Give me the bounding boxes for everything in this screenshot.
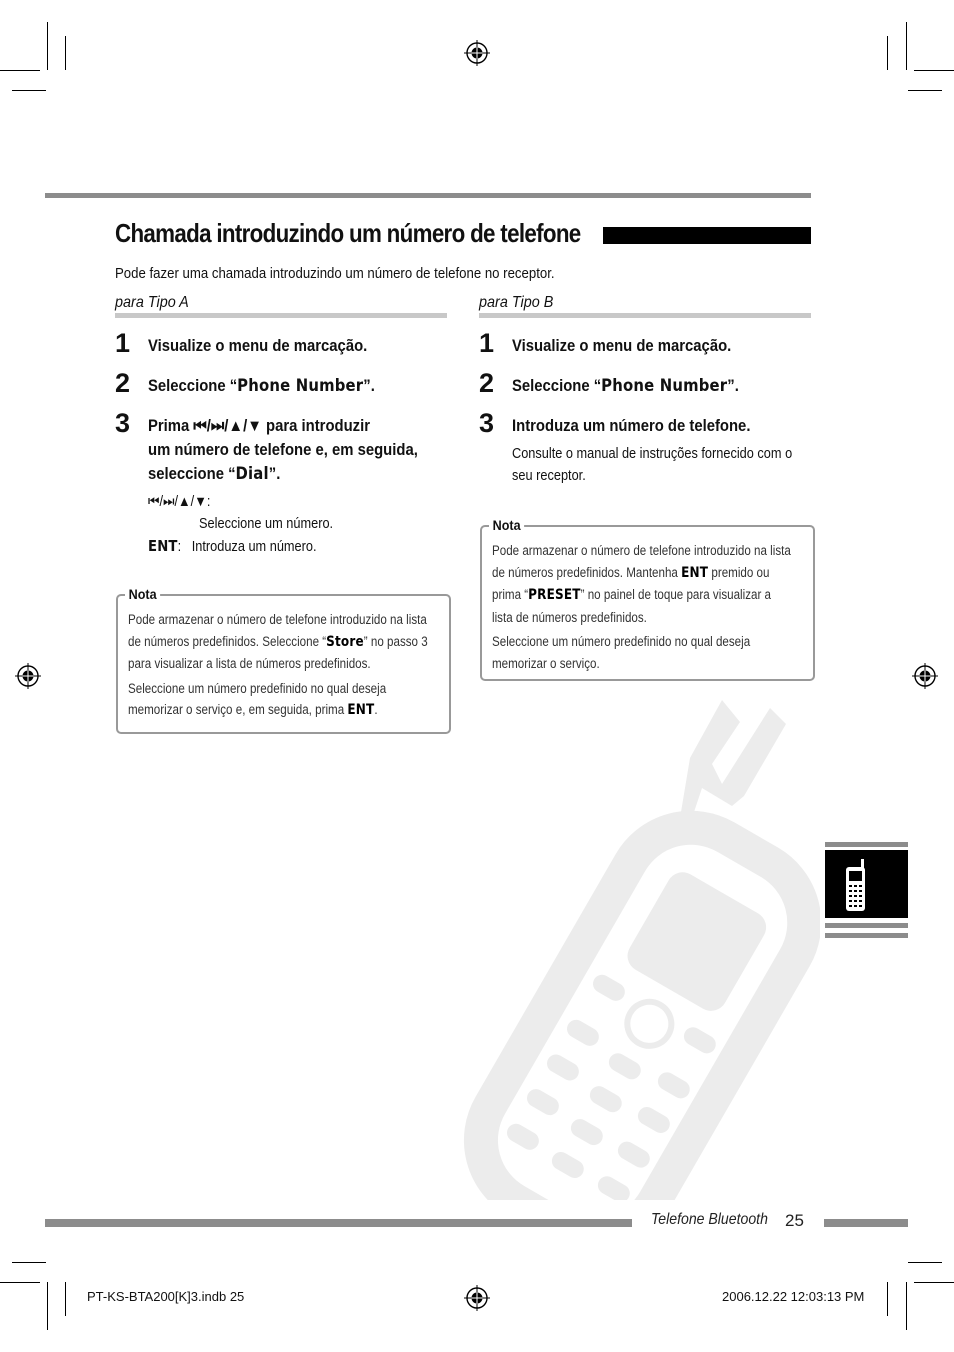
step-text: Seleccione “Phone Number”. (148, 376, 375, 395)
navigation-keys-icon: ⏮/⏭/▲/▼: (148, 494, 211, 510)
crop-mark (65, 36, 66, 70)
dial-key: Dial (235, 464, 269, 483)
crop-mark (47, 1282, 48, 1330)
step-number: 3 (479, 408, 495, 438)
step-detail: Consulte o manual de instruções fornecido com o seu receptor. (512, 446, 793, 484)
crop-mark (914, 70, 954, 71)
crop-mark (887, 1282, 888, 1316)
crop-mark (0, 1282, 40, 1283)
registration-mark-icon (15, 663, 41, 689)
key-list: ⏮/⏭/▲/▼: Seleccione um número. ENT: Introduza um número. (148, 491, 333, 558)
note-text: Pode armazenar o número de telefone introduzido na lista de números predefinidos. Mantenha ENT premido ou prima “PRESET” no painel de toque para visualizar a lista de números predefinidos. Seleccione um número predefinido no qual deseja memorizar o serviço. (492, 543, 791, 671)
registration-mark-icon (912, 663, 938, 689)
page-number: 25 (785, 1211, 804, 1230)
column-b-rule (479, 313, 811, 318)
crop-mark (0, 70, 40, 71)
registration-mark-icon (464, 40, 490, 66)
footer-section-title: Telefone Bluetooth (651, 1211, 768, 1228)
header-rule (45, 193, 811, 198)
crop-mark (12, 90, 46, 91)
ent-key: ENT (148, 537, 178, 555)
note-text: Pode armazenar o número de telefone introduzido na lista de números predefinidos. Seleccione “Store” no passo 3 para visualizar a lista de números predefinidos. Seleccione um número predefinido no qual deseja memorizar o serviço e, em seguida, prima ENT. (128, 612, 428, 718)
phone-number-key: Phone Number (601, 376, 728, 395)
title-bar (603, 227, 811, 244)
step-text: Introduza um número de telefone. (512, 417, 751, 435)
crop-mark (65, 1282, 66, 1316)
crop-mark (47, 22, 48, 70)
phone-number-key: Phone Number (237, 376, 364, 395)
crop-mark (906, 1282, 907, 1330)
step-number: 1 (479, 328, 495, 358)
note-label: Nota (125, 586, 160, 602)
column-a-heading: para Tipo A (115, 294, 189, 311)
column-b-heading: para Tipo B (479, 294, 554, 311)
step-number: 2 (115, 368, 131, 398)
mobile-phone-watermark-icon (440, 700, 820, 1200)
crop-mark (12, 1262, 46, 1263)
crop-mark (914, 1282, 954, 1283)
footer-rule (824, 1219, 908, 1227)
ent-key: ENT (681, 564, 709, 581)
print-datetime: 2006.12.22 12:03:13 PM (722, 1289, 865, 1304)
store-key: Store (326, 633, 364, 650)
crop-mark (908, 90, 942, 91)
column-a-rule (115, 313, 447, 318)
registration-mark-icon (464, 1285, 490, 1311)
step-text: Seleccione “Phone Number”. (512, 376, 739, 395)
intro-text: Pode fazer uma chamada introduzindo um número de telefone no receptor. (115, 265, 555, 282)
print-file-info: PT-KS-BTA200[K]3.indb 25 (87, 1289, 245, 1304)
tab-rule (825, 923, 908, 928)
crop-mark (908, 1262, 942, 1263)
crop-mark (887, 36, 888, 70)
mobile-phone-icon (844, 859, 868, 911)
footer-rule (45, 1219, 632, 1227)
preset-key: PRESET (528, 587, 581, 603)
note-label: Nota (489, 517, 524, 533)
tab-rule (825, 842, 908, 847)
step-number: 3 (115, 408, 131, 438)
page-title: Chamada introduzindo um número de telefone (115, 218, 581, 248)
tab-rule (825, 933, 908, 938)
ent-key: ENT (347, 702, 375, 718)
step-number: 2 (479, 368, 495, 398)
section-tab (825, 850, 908, 918)
crop-mark (906, 22, 907, 70)
step-text: Prima ⏮/⏭/▲/▼ para introduzir um número de telefone e, em seguida, seleccione “Dial”. (148, 417, 418, 483)
step-text: Visualize o menu de marcação. (148, 337, 368, 355)
navigation-keys-icon: ⏮/⏭/▲/▼ (193, 417, 262, 435)
step-text: Visualize o menu de marcação. (512, 337, 732, 355)
step-number: 1 (115, 328, 131, 358)
